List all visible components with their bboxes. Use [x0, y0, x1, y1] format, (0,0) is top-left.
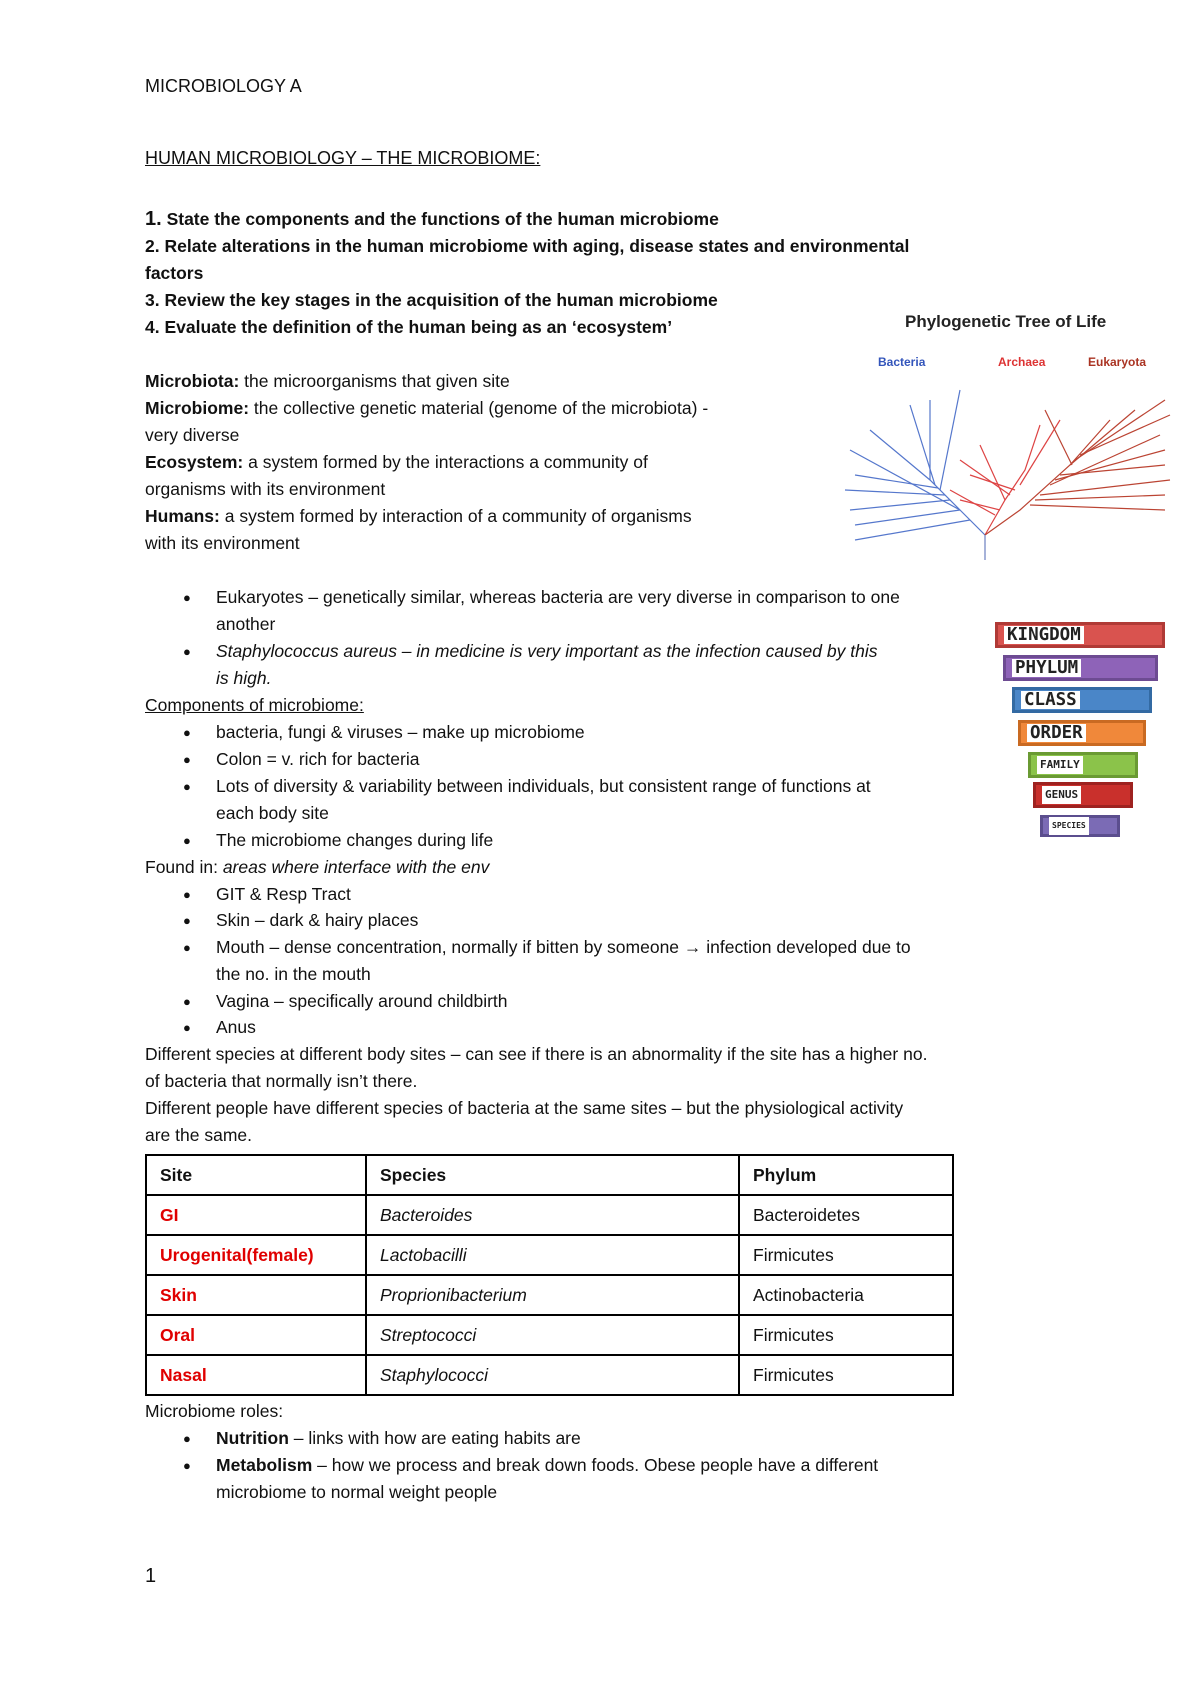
rank-class: CLASS	[1012, 687, 1152, 713]
table-cell-phylum: Firmicutes	[739, 1235, 953, 1275]
phylogenetic-tree-figure	[810, 300, 1200, 560]
found-in: Found in: areas where interface with the env	[145, 857, 490, 877]
def-humans: Humans: a system formed by interaction of a community of organisms	[145, 506, 692, 526]
paragraph-1: Different species at different body sites – can see if there is an abnormality if the site has a higher no.	[145, 1044, 928, 1064]
table-header: Species	[366, 1155, 739, 1195]
paragraph-2: Different people have different species of bacteria at the same sites – but the physiological activity	[145, 1098, 904, 1118]
table-cell-species: Bacteroides	[366, 1195, 739, 1235]
objective-1: 1. State the components and the functions of the human microbiome	[145, 208, 719, 230]
table-cell-species: Streptococci	[366, 1315, 739, 1355]
rank-order: ORDER	[1018, 720, 1146, 746]
table-cell-site: Nasal	[146, 1355, 366, 1395]
objective-2: 2. Relate alterations in the human microbiome with aging, disease states and environmental	[145, 236, 910, 256]
role-nutrition: ● Nutrition – links with how are eating habits are	[183, 1428, 581, 1448]
list-item: ● The microbiome changes during life	[183, 830, 494, 850]
rank-family: FAMILY	[1028, 752, 1138, 778]
tree-domain-bacteria: Bacteria	[878, 355, 926, 369]
note-eukaryotes: ● Eukaryotes – genetically similar, whereas bacteria are very diverse in comparison to one	[183, 587, 900, 607]
list-item: ● Lots of diversity & variability between individuals, but consistent range of functions at	[183, 776, 871, 796]
list-item: ● bacteria, fungi & viruses – make up microbiome	[183, 722, 585, 742]
note-staph: ● Staphylococcus aureus – in medicine is very important as the infection caused by this	[183, 641, 878, 661]
tree-title: Phylogenetic Tree of Life	[905, 312, 1107, 331]
bacteria-branches	[845, 390, 985, 540]
roles-heading: Microbiome roles:	[145, 1401, 284, 1421]
table-cell-phylum: Bacteroidetes	[739, 1195, 953, 1235]
table-row	[146, 1195, 953, 1235]
body-sites-table	[145, 1154, 954, 1396]
def-ecosystem-cont: organisms with its environment	[145, 479, 386, 499]
list-item: ● Anus	[183, 1017, 256, 1037]
role-metabolism-cont: microbiome to normal weight people	[216, 1482, 498, 1502]
table-cell-site: Urogenital(female)	[146, 1235, 366, 1275]
rank-genus: GENUS	[1033, 782, 1133, 808]
note-staph-cont: is high.	[216, 668, 272, 688]
table-cell-site: Skin	[146, 1275, 366, 1315]
rank-phylum: PHYLUM	[1003, 655, 1158, 681]
objective-3: 3. Review the key stages in the acquisition of the human microbiome	[145, 290, 718, 310]
paragraph-2-cont: are the same.	[145, 1125, 252, 1145]
running-header: MICROBIOLOGY A	[145, 76, 302, 96]
objective-2-cont: factors	[145, 263, 204, 283]
list-item: ● Colon = v. rich for bacteria	[183, 749, 420, 769]
components-heading: Components of microbiome:	[145, 695, 364, 715]
eukaryota-branches	[985, 400, 1170, 535]
tree-diagram	[810, 370, 1200, 560]
taxonomy-ranks-figure	[995, 622, 1170, 842]
def-ecosystem: Ecosystem: a system formed by the interactions a community of	[145, 452, 648, 472]
tree-domain-eukaryota: Eukaryota	[1088, 355, 1147, 369]
table-row	[146, 1235, 953, 1275]
def-microbiota: Microbiota: the microorganisms that given site	[145, 371, 510, 391]
archaea-branches	[950, 420, 1060, 535]
table-header: Phylum	[739, 1155, 953, 1195]
list-item-cont: the no. in the mouth	[216, 964, 371, 984]
def-microbiome-cont: very diverse	[145, 425, 240, 445]
rank-species: SPECIES	[1040, 815, 1120, 837]
list-item-cont: each body site	[216, 803, 329, 823]
list-item: ● GIT & Resp Tract	[183, 884, 351, 904]
table-cell-species: Lactobacilli	[366, 1235, 739, 1275]
table-cell-species: Proprionibacterium	[366, 1275, 739, 1315]
table-row	[146, 1275, 953, 1315]
table-row	[146, 1315, 953, 1355]
def-humans-cont: with its environment	[145, 533, 300, 553]
paragraph-1-cont: of bacteria that normally isn’t there.	[145, 1071, 418, 1091]
table-cell-site: GI	[146, 1195, 366, 1235]
table-row	[146, 1355, 953, 1395]
tree-domain-archaea: Archaea	[998, 355, 1046, 369]
table-cell-site: Oral	[146, 1315, 366, 1355]
list-item: ● Mouth – dense concentration, normally if bitten by someone → infection developed due to	[183, 937, 911, 957]
note-eukaryotes-cont: another	[216, 614, 276, 634]
table-cell-species: Staphylococci	[366, 1355, 739, 1395]
page-number: 1	[145, 1565, 157, 1587]
table-cell-phylum: Firmicutes	[739, 1355, 953, 1395]
table-cell-phylum: Firmicutes	[739, 1315, 953, 1355]
table-cell-phylum: Actinobacteria	[739, 1275, 953, 1315]
def-microbiome: Microbiome: the collective genetic material (genome of the microbiota) -	[145, 398, 709, 418]
role-metabolism: ● Metabolism – how we process and break down foods. Obese people have a different	[183, 1455, 879, 1475]
list-item: ● Vagina – specifically around childbirth	[183, 991, 508, 1011]
page-title: HUMAN MICROBIOLOGY – THE MICROBIOME:	[145, 148, 541, 168]
objective-4: 4. Evaluate the definition of the human being as an ‘ecosystem’	[145, 317, 673, 337]
table-header-row	[146, 1155, 953, 1195]
rank-kingdom: KINGDOM	[995, 622, 1165, 648]
arrow-icon: →	[683, 937, 702, 957]
table-header: Site	[146, 1155, 366, 1195]
list-item: ● Skin – dark & hairy places	[183, 910, 419, 930]
